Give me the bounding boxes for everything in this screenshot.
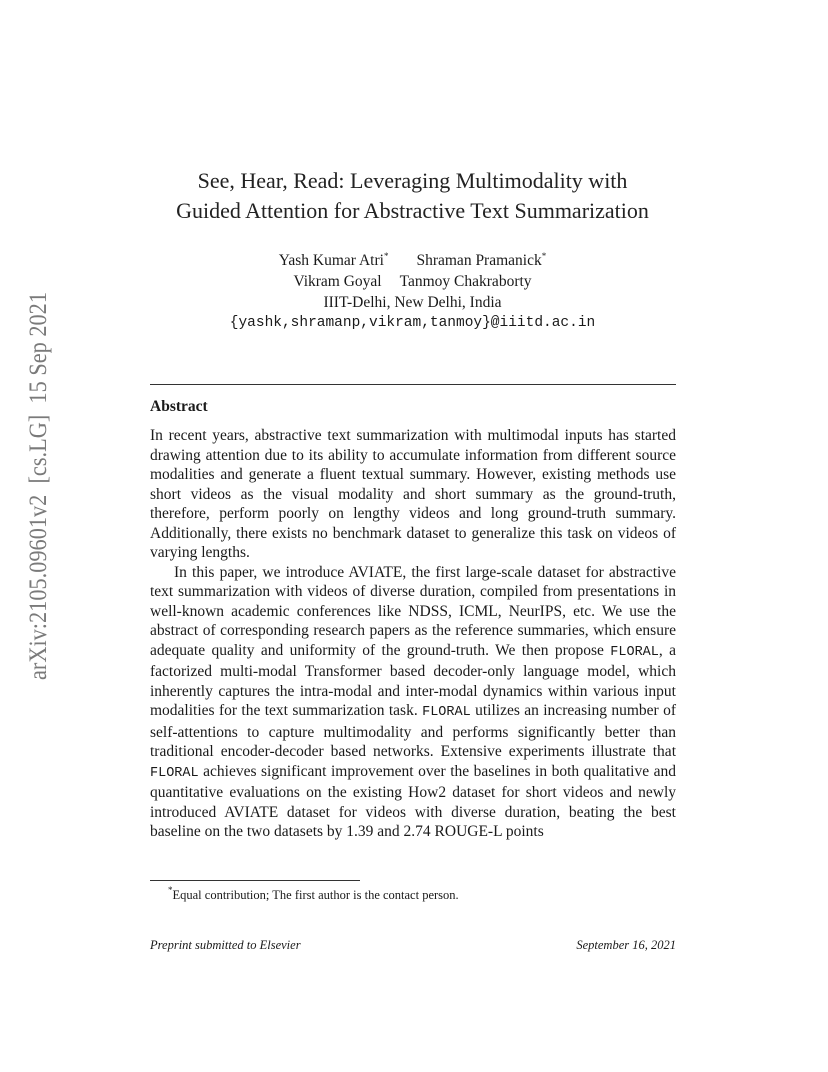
author-block	[120, 246, 705, 334]
arxiv-identifier	[16, 290, 56, 680]
author-name: Yash Kumar Atri	[278, 252, 384, 269]
model-name: FLORAL	[422, 705, 471, 720]
abstract-paragraph: In recent years, abstractive text summarization with multimodal inputs has started drawing attention due to its ability to accumulate information from different source modalities and generate a fluent textual summary. However, existing methods use short videos as the visual modality and short summary as the ground-truth, therefore, perform poorly on lengthy videos and long ground-truth summary. Additionally, there exists no benchmark dataset to generalize this task on videos of varying lengths.	[150, 427, 676, 561]
abstract-paragraph: In this paper, we introduce AVIATE, the first large-scale dataset for abstractive text summarization with videos of diverse duration, compiled from presentations in well-known academic conferences like NDSS, ICML, NeurIPS, etc. We use the abstract of corresponding research papers as the reference summaries, which ensure adequate quality and uniformity of the ground-truth. We then propose FLORAL, a factorized multi-modal Transformer based decoder-only language model, which inherently captures the intra-modal and inter-modal dynamics within various input modalities for the text summarization task. FLORAL utilizes an increasing number of self-attentions to capture multimodality and performs significantly better than traditional encoder-decoder based networks. Extensive experiments illustrate that FLORAL achieves significant improvement over the baselines in both qualitative and quantitative evaluations on the existing How2 dataset for short videos and newly introduced AVIATE dataset for videos with diverse duration, beating the best baseline on the two datasets by 1.39 and 2.74 ROUGE-L points	[150, 563, 676, 840]
equal-contribution-mark: *	[541, 251, 547, 261]
footnote-mark: *	[168, 885, 173, 895]
footnote-text: Equal contribution; The first author is the contact person.	[172, 888, 459, 902]
abstract-body	[150, 426, 676, 842]
arxiv-identifier-text: arXiv:2105.09601v2 [cs.LG] 15 Sep 2021	[25, 290, 52, 680]
model-name: FLORAL	[150, 765, 199, 781]
author-name: Vikram Goyal	[293, 273, 382, 290]
author-name: Tanmoy Chakraborty	[399, 273, 532, 290]
abstract-heading: Abstract	[150, 398, 208, 415]
equal-contribution-mark: *	[383, 251, 389, 261]
title-line-2: Guided Attention for Abstractive Text Summarization	[176, 198, 649, 223]
preprint-date: September 16, 2021	[576, 938, 676, 952]
footnote	[168, 885, 459, 903]
title-line-1: See, Hear, Read: Leveraging Multimodality with	[197, 168, 628, 193]
paper-title	[120, 166, 705, 226]
affiliation: IIIT-Delhi, New Delhi, India	[323, 294, 502, 311]
preprint-note: Preprint submitted to Elsevier	[150, 938, 301, 952]
author-name: Shraman Pramanick	[416, 252, 542, 269]
footnote-rule	[150, 880, 360, 881]
model-name: FLORAL	[610, 644, 659, 660]
horizontal-rule	[150, 384, 676, 385]
author-emails: {yashk,shramanp,vikram,tanmoy}@iiitd.ac.in	[229, 315, 596, 331]
